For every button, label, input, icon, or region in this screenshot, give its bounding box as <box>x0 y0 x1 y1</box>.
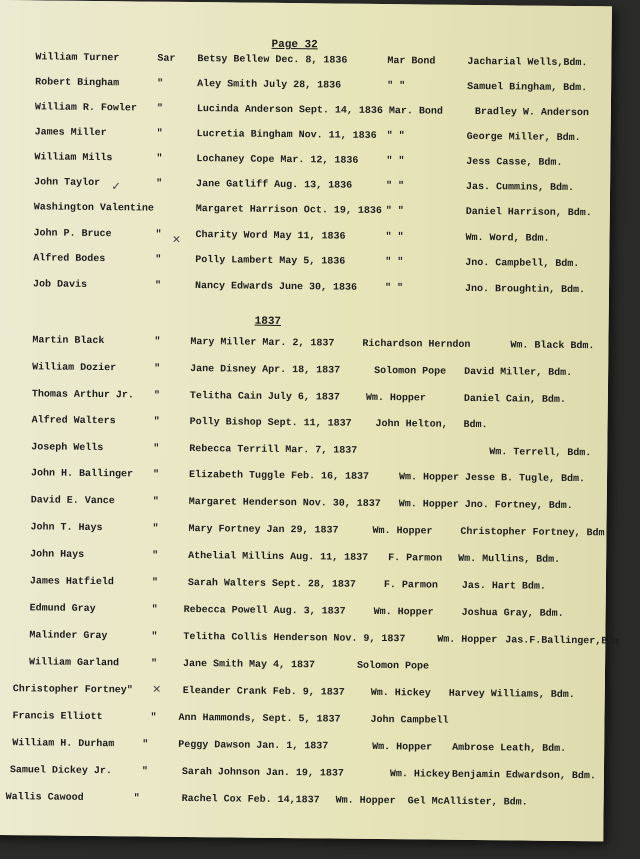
bondsman: Samuel Bingham, Bdm. <box>467 81 588 95</box>
official: Wm. Hickey <box>389 769 450 781</box>
record-row <box>0 495 635 520</box>
record-row <box>0 127 639 152</box>
official: Wm. Hickey <box>370 687 431 700</box>
ditto-mark: " <box>151 577 158 589</box>
bride-date: Charity Word May 11, 1836 <box>195 230 346 243</box>
official: Wm. Hopper <box>365 392 426 405</box>
bride-date: Lochaney Cope Mar. 12, 1836 <box>196 154 359 167</box>
bondsman: Daniel Cain, Bdm. <box>463 393 566 406</box>
official: F. Parmon <box>383 580 438 592</box>
groom-name: Martin Black <box>32 335 105 348</box>
ditto-mark: " <box>150 712 157 724</box>
ditto-mark: " <box>154 336 161 348</box>
record-row <box>0 711 633 736</box>
official: " " <box>385 232 404 244</box>
groom-name: John Hays <box>30 549 85 561</box>
record-row <box>0 102 639 127</box>
official: Wm. Hopper <box>437 634 498 647</box>
record-row <box>0 177 638 202</box>
groom-name: Edmund Gray <box>29 603 96 616</box>
groom-name: John Taylor <box>34 177 101 190</box>
bondsman: Christopher Fortney, Bdm <box>460 526 605 540</box>
record-row <box>0 522 634 547</box>
official: " " <box>385 206 404 218</box>
pencil-cross-mark: ✕ <box>152 681 161 697</box>
bride-date: Nancy Edwards June 30, 1836 <box>194 281 358 294</box>
record-row <box>0 681 633 709</box>
record-row <box>0 77 639 102</box>
bondsman: Jess Casse, Bdm. <box>466 156 563 169</box>
bride-date: Peggy Dawson Jan. 1, 1837 <box>178 739 329 753</box>
bondsman: Daniel Harrison, Bdm. <box>465 206 592 220</box>
official: Wm. Hopper <box>335 795 396 808</box>
bride-date: Athelial Millins Aug. 11, 1837 <box>188 551 369 564</box>
groom-name: James Miller <box>34 127 107 140</box>
official: Wm. Hopper <box>373 606 434 619</box>
official: " " <box>384 283 404 295</box>
record-row <box>0 549 634 574</box>
ditto-mark: " <box>154 363 161 375</box>
bride-date: Betsy Bellew Dec. 8, 1836 <box>197 54 348 67</box>
record-row <box>0 630 633 655</box>
ditto-mark: Sar <box>157 53 176 65</box>
record-row <box>0 152 638 177</box>
bondsman: Wm. Word, Bdm. <box>465 232 550 245</box>
bondsman: George Miller, Bdm. <box>466 131 581 145</box>
bride-date: Lucinda Anderson Sept. 14, 1836 Mar. Bond <box>196 104 443 118</box>
official: F. Parmon <box>388 553 443 565</box>
bondsman: Wm. Terrell, Bdm. <box>489 447 592 460</box>
groom-name: John P. Bruce <box>33 228 112 241</box>
bride-date: Mary Fortney Jan 29, 1837 <box>188 524 339 537</box>
record-row <box>0 279 637 304</box>
ditto-mark: " <box>156 103 163 115</box>
ditto-mark: " <box>152 523 159 535</box>
record-row <box>0 52 639 77</box>
groom-name: Wallis Cawood <box>5 792 84 804</box>
bride-date: Rachel Cox Feb. 14,1837 <box>181 793 320 807</box>
bride-date: Eleander Crank Feb. 9, 1837 <box>182 685 345 699</box>
groom-name: Thomas Arthur Jr. <box>31 389 134 402</box>
groom-name: William R. Fowler <box>34 102 137 115</box>
ditto-mark: " <box>156 178 163 190</box>
bondsman: Gel McAllister, Bdm. <box>407 796 528 809</box>
official: " " <box>387 81 406 93</box>
bondsman: Benjamin Edwardson, Bdm. <box>451 769 596 783</box>
ditto-mark: " <box>151 631 158 643</box>
bondsman: Bdm. <box>463 419 488 432</box>
official: " " <box>386 131 405 143</box>
bride-date: Telitha Collis Henderson Nov. 9, 1837 <box>183 631 406 646</box>
groom-name: Alfred Walters <box>31 415 116 428</box>
bride-date: Aley Smith July 28, 1836 <box>197 79 342 92</box>
ditto-mark: " <box>153 416 160 428</box>
groom-name: William H. Durham <box>12 738 115 751</box>
bondsman: Jno. Fortney, Bdm. <box>464 499 573 513</box>
record-row <box>0 228 638 253</box>
ditto-mark: " <box>156 153 163 165</box>
bride-date: Polly Bishop Sept. 11, 1837 <box>189 417 352 430</box>
bondsman: Wm. Mullins, Bdm. <box>458 553 561 566</box>
groom-name: John H. Ballinger <box>30 468 134 481</box>
record-row <box>0 603 634 628</box>
ditto-mark: " <box>153 443 160 455</box>
bride-date: Polly Lambert May 5, 1836 <box>195 255 346 268</box>
bondsman: Harvey Williams, Bdm. <box>448 688 575 702</box>
groom-name: Francis Elliott <box>12 711 103 724</box>
bondsman: David Miller, Bdm. <box>464 366 573 380</box>
groom-name: Christopher Fortney" <box>12 684 133 697</box>
bride-date: Rebecca Terrill Mar. 7, 1837 <box>189 444 358 457</box>
ditto-mark: " <box>141 766 148 778</box>
bondsman: Bradley W. Anderson <box>474 106 589 120</box>
official: Wm. Hopper <box>372 741 433 754</box>
groom-name: Robert Bingham <box>35 77 120 90</box>
record-row <box>0 202 638 227</box>
official: Solomon Pope <box>374 365 447 378</box>
record-row <box>0 362 636 387</box>
bride-date: Elizabeth Tuggle Feb. 16, 1837 <box>188 470 370 483</box>
bondsman: Jas.F.Ballinger,Bdm <box>505 635 620 648</box>
groom-name: William Mills <box>34 152 113 165</box>
official: Mar Bond <box>387 56 436 68</box>
bondsman: Ambrose Leath, Bdm. <box>452 742 567 755</box>
groom-name: Joseph Wells <box>31 442 104 455</box>
groom-name: John T. Hays <box>30 522 103 535</box>
ditto-mark: " <box>152 550 159 562</box>
ditto-mark: " <box>142 739 149 751</box>
bride-date: Jane Gatliff Aug. 13, 1836 <box>196 179 353 192</box>
pencil-check-mark: ✓ <box>111 179 120 195</box>
bondsman: Jno. Campbell, Bdm. <box>465 257 580 271</box>
official: Richardson Herndon <box>362 338 471 351</box>
groom-name: William Dozier <box>32 362 117 375</box>
groom-name: David E. Vance <box>30 495 115 508</box>
official: " " <box>386 181 405 193</box>
groom-name: Malinder Gray <box>29 630 108 643</box>
record-row <box>0 576 634 601</box>
ditto-mark: " <box>133 793 140 805</box>
groom-name: Alfred Bodes <box>33 253 106 266</box>
ditto-mark: " <box>152 469 160 481</box>
bride-date: Sarah Johnson Jan. 19, 1837 <box>181 766 345 780</box>
record-row <box>0 792 632 817</box>
ditto-mark: " <box>154 280 162 292</box>
bride-date: Telitha Cain July 6, 1837 <box>189 391 340 404</box>
official: " " <box>386 156 405 168</box>
record-row <box>0 415 636 440</box>
ditto-mark: " <box>150 658 158 670</box>
groom-name: James Hatfield <box>29 576 114 589</box>
bride-date: Lucretia Bingham Nov. 11, 1836 <box>196 129 377 142</box>
bride-date: Jane Disney Apr. 18, 1837 <box>190 364 341 377</box>
record-row <box>0 442 635 467</box>
groom-name: Job Davis <box>32 279 88 291</box>
bride-date: Ann Hammonds, Sept. 5, 1837 <box>178 712 341 726</box>
official: John Campbell <box>370 714 449 727</box>
bondsman: Jas. Cummins, Bdm. <box>466 181 575 195</box>
record-row <box>0 335 636 360</box>
official: Solomon Pope <box>356 660 430 673</box>
bondsman: Wm. Black Bdm. <box>510 340 595 353</box>
year-heading: 1837 <box>254 315 282 328</box>
official: John Helton, <box>375 418 448 431</box>
ditto-mark: " <box>151 604 158 616</box>
page-title: Page 32 <box>271 38 318 52</box>
bondsman: Joshua Gray, Bdm. <box>461 607 564 620</box>
record-row <box>0 657 633 682</box>
ditto-mark: " <box>153 390 160 402</box>
ditto-mark: " <box>155 229 162 241</box>
pencil-cross-mark: ✕ <box>172 231 181 247</box>
record-row <box>0 765 632 790</box>
ditto-mark: " <box>156 128 163 140</box>
bride-date: Jane Smith May 4, 1837 <box>182 658 316 672</box>
bondsman: Jacharial Wells,Bdm. <box>467 56 588 70</box>
ditto-mark: " <box>152 496 159 508</box>
record-row <box>0 389 636 414</box>
bride-date: Rebecca Powell Aug. 3, 1837 <box>183 604 346 618</box>
groom-name: William Garland <box>29 657 120 670</box>
groom-name: Washington Valentine <box>33 202 154 215</box>
record-row <box>0 253 637 278</box>
ditto-mark: " <box>157 78 164 90</box>
official: " " <box>385 257 404 269</box>
bondsman: Jas. Hart Bdm. <box>461 580 546 593</box>
ditto-mark: " <box>155 254 162 266</box>
groom-name: Samuel Dickey Jr. <box>9 765 113 778</box>
record-row <box>0 738 632 763</box>
bondsman: Jesse B. Tugle, Bdm. <box>464 472 586 486</box>
bride-date: Margaret Henderson Nov. 30, 1837 <box>188 497 381 511</box>
official: Wm. Hopper <box>398 472 460 484</box>
bride-date: Sarah Walters Sept. 28, 1837 <box>187 577 356 591</box>
bride-date: Mary Miller Mar. 2, 1837 <box>190 337 335 350</box>
record-row <box>0 468 635 493</box>
bride-date: Margaret Harrison Oct. 19, 1836 <box>195 204 382 218</box>
bondsman: Jno. Broughtin, Bdm. <box>464 283 586 297</box>
official: Wm. Hopper <box>398 499 459 511</box>
groom-name: William Turner <box>35 52 120 65</box>
official: Wm. Hopper <box>372 525 433 538</box>
